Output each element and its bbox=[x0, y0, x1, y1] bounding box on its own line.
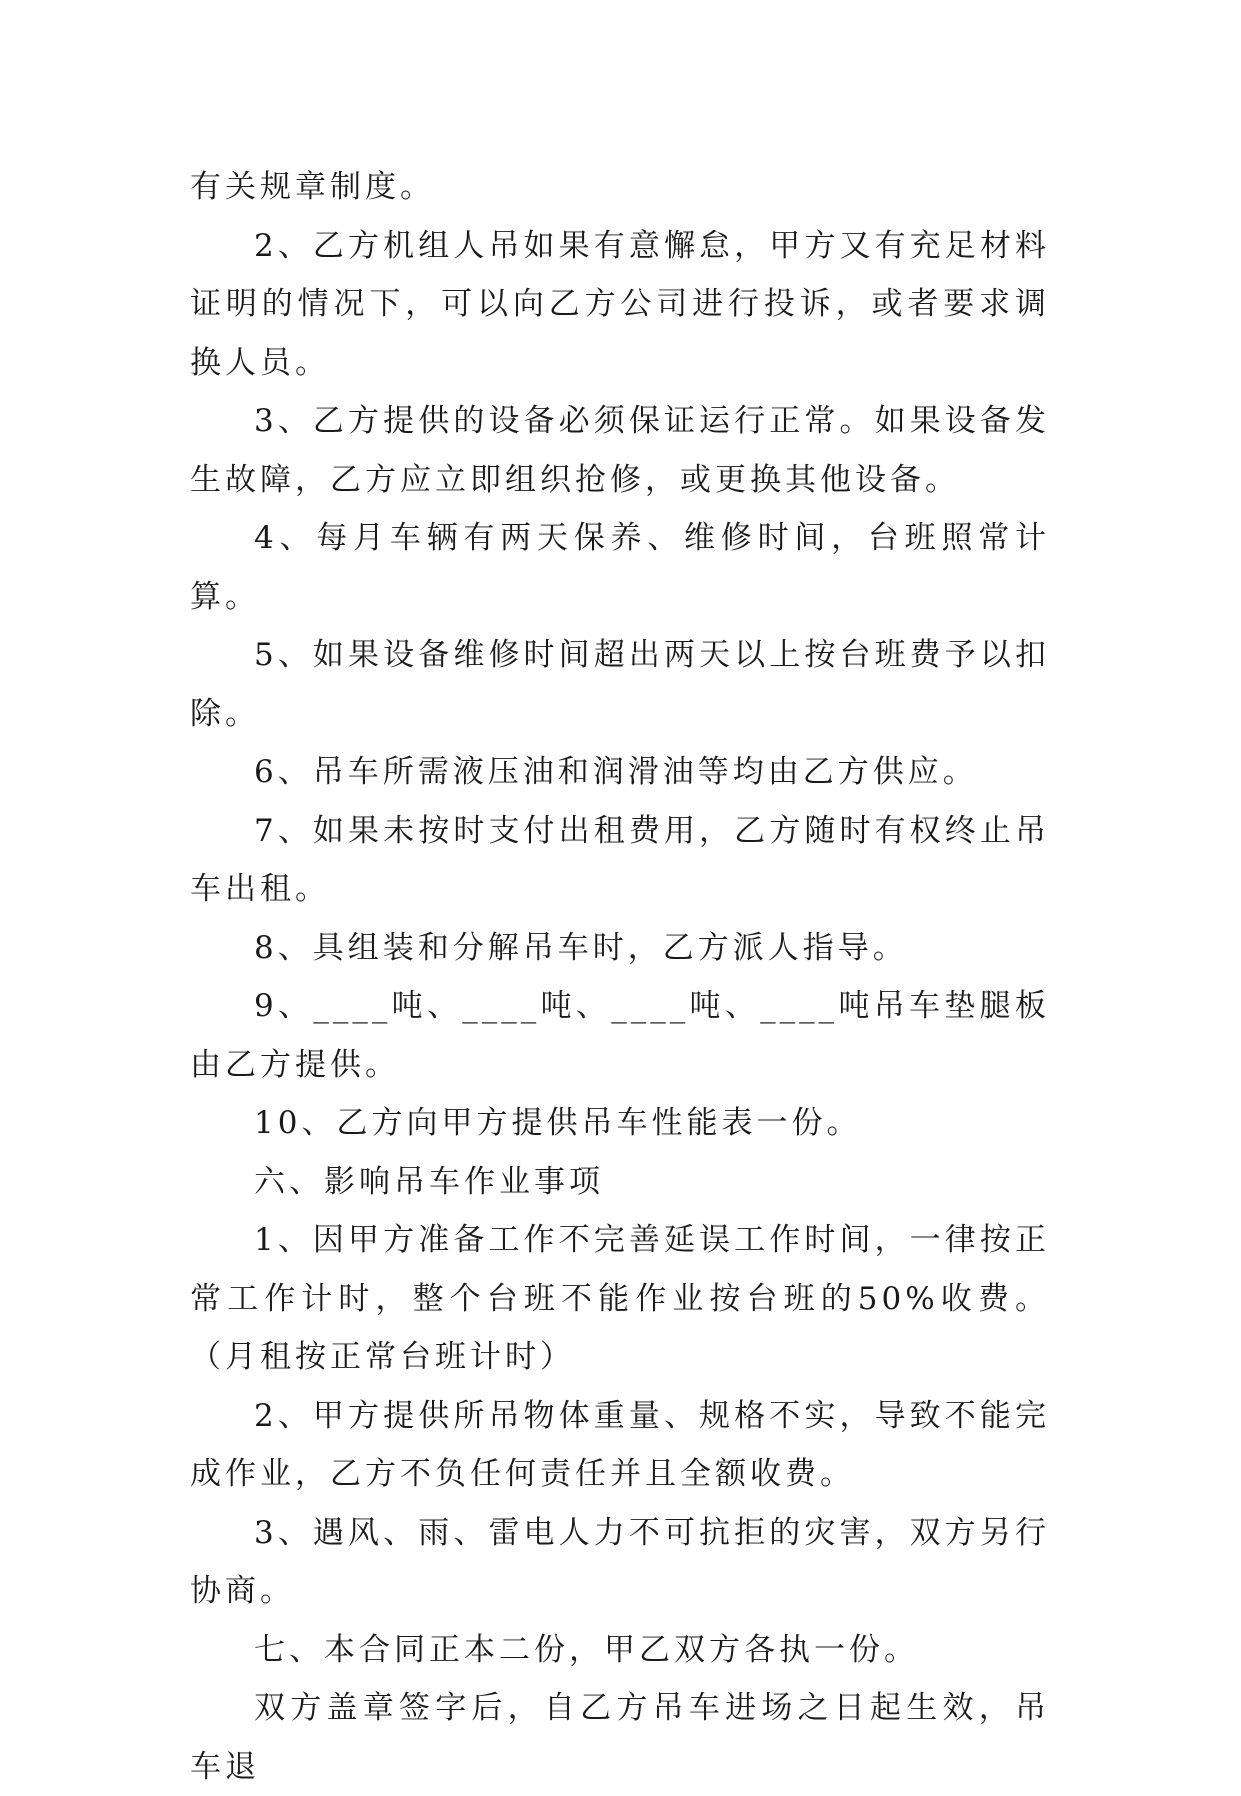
paragraph-item-7: 7、如果未按时支付出租费用，乙方随时有权终止吊车出租。 bbox=[190, 812, 1050, 907]
paragraph-effective-clause: 双方盖章签字后，自乙方吊车进场之日起生效，吊车退 bbox=[190, 1690, 1050, 1785]
section6-item-2: 2、甲方提供所吊物体重量、规格不实，导致不能完成作业，乙方不负任何责任并且全额收费。 bbox=[190, 1397, 1050, 1492]
section6-item-1: 1、因甲方准备工作不完善延误工作时间，一律按正常工作计时，整个台班不能作业按台班的50%收费。（月租按正常台班计时） bbox=[190, 1222, 1050, 1375]
section-heading-7: 七、本合同正本二份，甲乙双方各执一份。 bbox=[254, 1631, 919, 1668]
paragraph-item-10: 10、乙方向甲方提供吊车性能表一份。 bbox=[254, 1105, 862, 1141]
document-body bbox=[190, 158, 1050, 1796]
paragraph-item-5: 5、如果设备维修时间超出两天以上按台班费予以扣除。 bbox=[190, 637, 1050, 732]
paragraph-item-4: 4、每月车辆有两天保养、维修时间，台班照常计算。 bbox=[190, 520, 1050, 615]
paragraph-item-2: 2、乙方机组人吊如果有意懈怠，甲方又有充足材料证明的情况下，可以向乙方公司进行投诉，或者要求调换人员。 bbox=[190, 227, 1050, 381]
paragraph-continuation: 有关规章制度。 bbox=[190, 169, 435, 205]
paragraph-item-3: 3、乙方提供的设备必须保证运行正常。如果设备发生故障，乙方应立即组织抢修，或更换其他设备。 bbox=[190, 403, 1050, 498]
paragraph-item-8: 8、具组装和分解吊车时，乙方派人指导。 bbox=[254, 929, 908, 966]
paragraph-item-6: 6、吊车所需液压油和润滑油等均由乙方供应。 bbox=[254, 754, 978, 790]
paragraph-item-9: 9、____吨、____吨、____吨、____吨吊车垫腿板由乙方提供。 bbox=[190, 988, 1050, 1083]
section6-item-3: 3、遇风、雨、雷电人力不可抗拒的灾害，双方另行协商。 bbox=[190, 1514, 1050, 1609]
section-heading-6: 六、影响吊车作业事项 bbox=[254, 1163, 604, 1200]
